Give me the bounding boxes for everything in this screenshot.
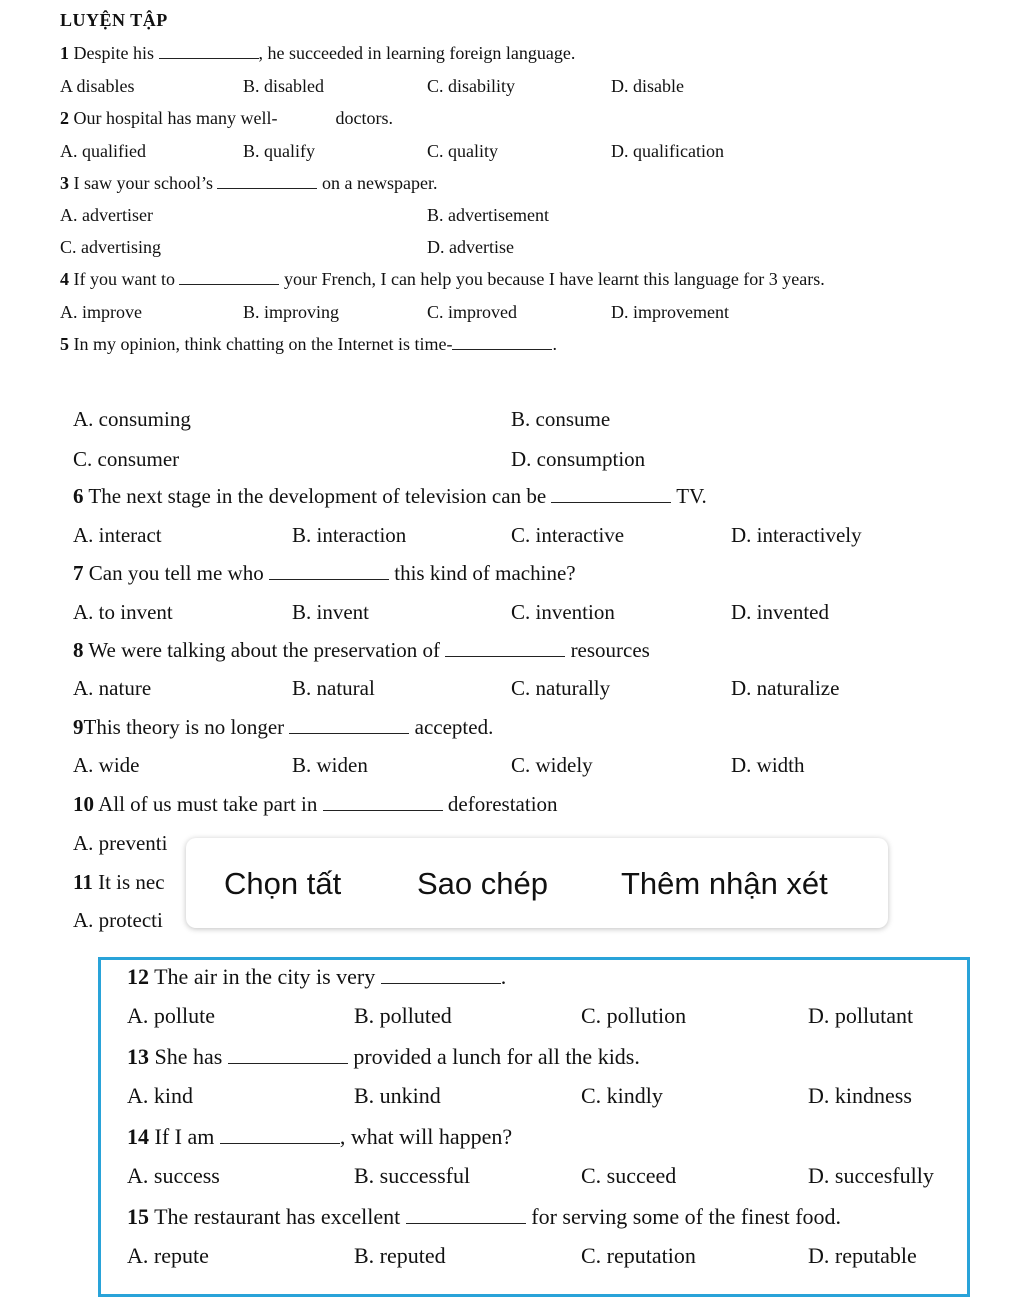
- option: D. reputable: [808, 1243, 917, 1268]
- option: A. nature: [73, 676, 152, 700]
- answer-blank: [381, 969, 501, 984]
- option: A. to invent: [73, 600, 173, 624]
- option: B. interaction: [292, 523, 407, 547]
- question-6: 6 The next stage in the development of television can be TV.: [73, 484, 707, 508]
- answer-blank: [445, 642, 565, 657]
- option: D. pollutant: [808, 1003, 914, 1028]
- question-14: 14 If I am , what will happen?: [127, 1124, 513, 1149]
- question-9: 9This theory is no longer accepted.: [73, 715, 494, 739]
- option: C. consumer: [73, 447, 180, 471]
- option: A. protecti: [73, 908, 163, 932]
- option: A. qualified: [60, 141, 146, 161]
- question-11: 11 It is nec: [73, 870, 165, 894]
- option: A. pollute: [127, 1003, 215, 1028]
- answer-blank: [220, 1129, 340, 1144]
- option: A. success: [127, 1163, 220, 1188]
- answer-blank: [406, 1209, 526, 1224]
- option: D. disable: [611, 76, 684, 96]
- answer-blank: [269, 565, 389, 580]
- add-comment-button[interactable]: Thêm nhận xét: [621, 866, 828, 901]
- option: B. invent: [292, 600, 369, 624]
- option: C. succeed: [581, 1163, 677, 1188]
- question-10: 10 All of us must take part in deforestation: [73, 792, 558, 816]
- select-all-button[interactable]: Chọn tất: [224, 866, 342, 901]
- answer-blank: [159, 44, 259, 59]
- option: A. interact: [73, 523, 162, 547]
- question-2: 2 Our hospital has many well- doctors.: [60, 108, 393, 128]
- option: B. qualify: [243, 141, 315, 161]
- option: C. widely: [511, 753, 593, 777]
- option: A. kind: [127, 1083, 193, 1108]
- question-15: 15 The restaurant has excellent for serving some of the finest food.: [127, 1204, 842, 1229]
- option: A. wide: [73, 753, 140, 777]
- option: D. kindness: [808, 1083, 912, 1108]
- option: B. widen: [292, 753, 368, 777]
- answer-blank: [452, 335, 552, 350]
- option: C. advertising: [60, 237, 161, 257]
- option: C. invention: [511, 600, 615, 624]
- option: D. interactively: [731, 523, 862, 547]
- option: C. disability: [427, 76, 516, 96]
- answer-blank: [289, 719, 409, 734]
- option: D. invented: [731, 600, 829, 624]
- option: B. natural: [292, 676, 375, 700]
- option: A. repute: [127, 1243, 209, 1268]
- answer-blank: [323, 796, 443, 811]
- option: B. reputed: [354, 1243, 446, 1268]
- question-1: 1 Despite his , he succeeded in learning foreign language.: [60, 43, 576, 63]
- answer-blank: [217, 174, 317, 189]
- option: C. kindly: [581, 1083, 663, 1108]
- option: B. polluted: [354, 1003, 452, 1028]
- option: C. pollution: [581, 1003, 687, 1028]
- option: B. improving: [243, 302, 340, 322]
- option: B. consume: [511, 407, 611, 431]
- option: B. advertisement: [427, 205, 549, 225]
- option: C. reputation: [581, 1243, 696, 1268]
- option: A. consuming: [73, 407, 191, 431]
- question-7: 7 Can you tell me who this kind of machine?: [73, 561, 576, 585]
- question-13: 13 She has provided a lunch for all the kids.: [127, 1044, 640, 1069]
- option: B. unkind: [354, 1083, 441, 1108]
- option: C. improved: [427, 302, 517, 322]
- page-title: LUYỆN TẬP: [60, 10, 168, 30]
- question-3: 3 I saw your school’s on a newspaper.: [60, 173, 438, 193]
- answer-blank: [551, 488, 671, 503]
- option: D. qualification: [611, 141, 724, 161]
- option: D. succesfully: [808, 1163, 934, 1188]
- option: A. advertiser: [60, 205, 153, 225]
- context-menu: [186, 838, 888, 928]
- option: D. width: [731, 753, 805, 777]
- question-5: 5 In my opinion, think chatting on the Internet is time- .: [60, 334, 557, 354]
- answer-blank: [179, 270, 279, 285]
- option: B. successful: [354, 1163, 471, 1188]
- question-8: 8 We were talking about the preservation of resources: [73, 638, 650, 662]
- option: A. preventi: [73, 831, 168, 855]
- option: C. interactive: [511, 523, 625, 547]
- option: C. quality: [427, 141, 498, 161]
- option: D. naturalize: [731, 676, 840, 700]
- option: C. naturally: [511, 676, 611, 700]
- question-4: 4 If you want to your French, I can help you because I have learnt this language for 3 years.: [60, 269, 825, 289]
- copy-button[interactable]: Sao chép: [417, 866, 548, 901]
- option: A. improve: [60, 302, 142, 322]
- question-12: 12 The air in the city is very .: [127, 964, 507, 989]
- option: D. advertise: [427, 237, 514, 257]
- option: D. improvement: [611, 302, 729, 322]
- option: B. disabled: [243, 76, 324, 96]
- option: A disables: [60, 76, 135, 96]
- answer-blank: [228, 1049, 348, 1064]
- option: D. consumption: [511, 447, 646, 471]
